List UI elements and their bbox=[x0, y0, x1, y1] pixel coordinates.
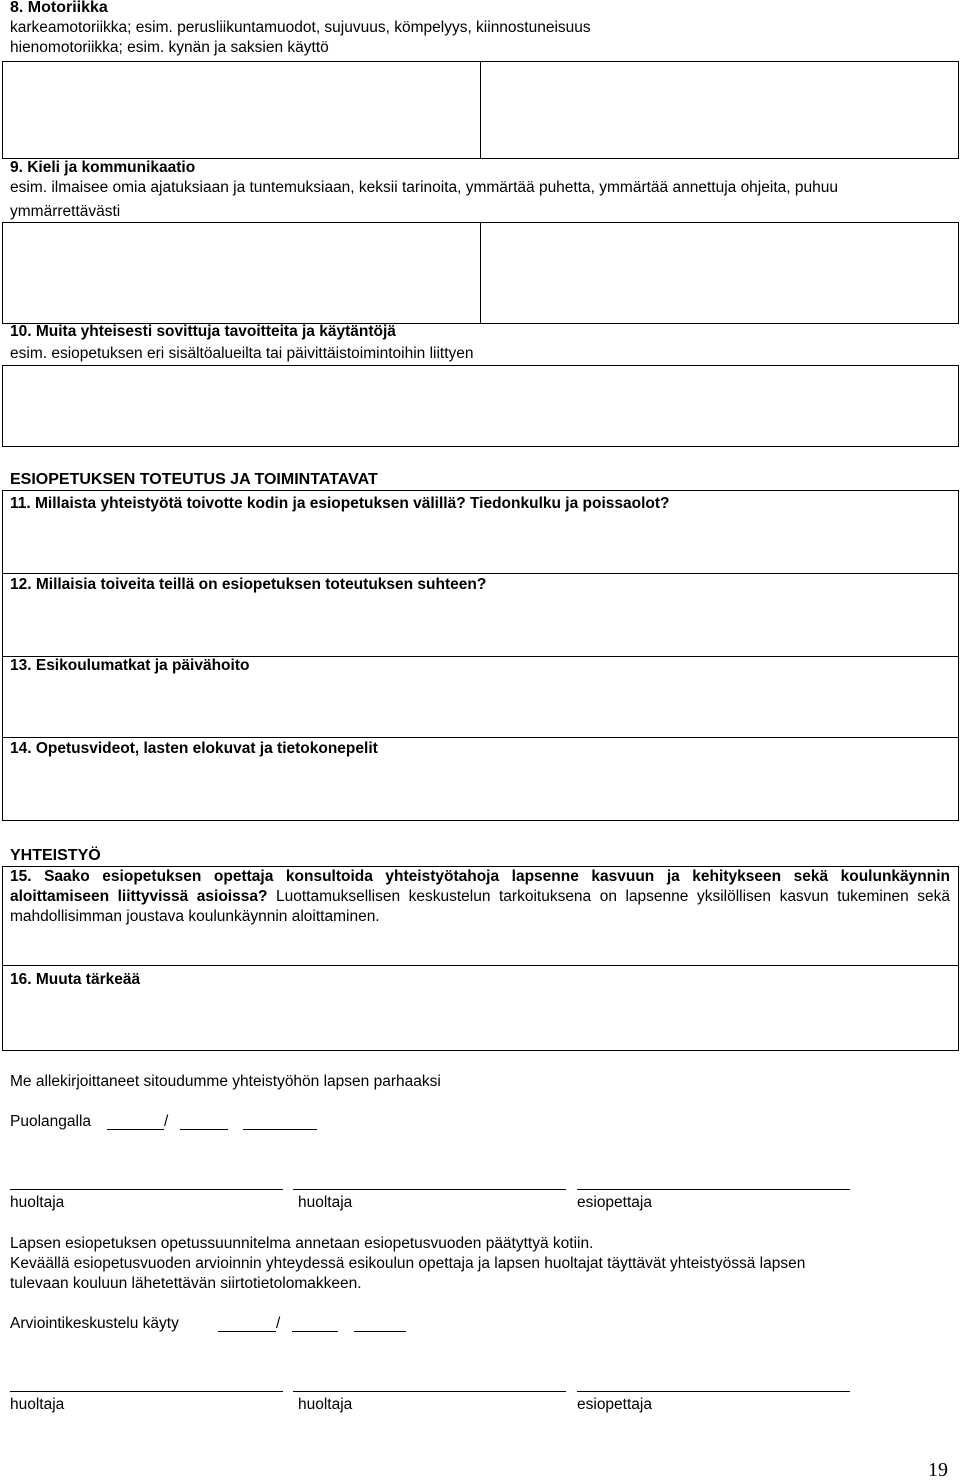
section-toteutus-heading: ESIOPETUKSEN TOTEUTUS JA TOIMINTATAVAT bbox=[10, 471, 378, 488]
review-date-separator: / bbox=[276, 1315, 281, 1332]
commitment-text: Me allekirjoittaneet sitoudumme yhteistyöhön lapsen parhaaksi bbox=[10, 1073, 441, 1090]
review-day-line[interactable] bbox=[218, 1331, 276, 1332]
signature-line-guardian-2[interactable] bbox=[293, 1189, 566, 1190]
s8-heading: 8. Motoriikka bbox=[10, 0, 108, 16]
s9-answer-box-right[interactable] bbox=[480, 222, 959, 324]
signature-label-teacher-b: esiopettaja bbox=[577, 1396, 652, 1413]
s8-answer-box-right[interactable] bbox=[480, 61, 959, 159]
date-year-line[interactable] bbox=[243, 1129, 317, 1130]
signature-line-guardian-1b[interactable] bbox=[10, 1391, 283, 1392]
signature-line-guardian-2b[interactable] bbox=[293, 1391, 566, 1392]
signature-line-teacher[interactable] bbox=[577, 1189, 850, 1190]
review-year-line[interactable] bbox=[354, 1331, 406, 1332]
q15-question: 15. Saako esiopetuksen opettaja konsultoida yhteistyötahoja lapsenne kasvuun ja kehitykseen sekä koulunkäynnin aloittamiseen liittyvissä asioissa? bbox=[10, 868, 950, 905]
q15-explanation: Luottamuksellisen keskustelun tarkoituksena on lapsenne yksilöllisen kasvun tukeminen sekä mahdollisimman joustava koulunkäynnin aloittaminen. bbox=[10, 888, 951, 925]
signature-line-teacher-b[interactable] bbox=[577, 1391, 850, 1392]
signature-label-guardian-1: huoltaja bbox=[10, 1194, 65, 1211]
q11-text: 11. Millaista yhteistyötä toivotte kodin ja esiopetuksen välillä? Tiedonkulku ja poissaolot? bbox=[10, 495, 670, 512]
s8-line2: hienomotoriikka; esim. kynän ja saksien käyttö bbox=[10, 39, 329, 56]
s8-line1: karkeamotoriikka; esim. perusliikuntamuodot, sujuvuus, kömpelyys, kiinnostuneisuus bbox=[10, 19, 591, 36]
date-day-line[interactable] bbox=[107, 1129, 164, 1130]
date-month-line[interactable] bbox=[180, 1129, 228, 1130]
signature-label-guardian-2b: huoltaja bbox=[298, 1396, 353, 1413]
note-line-1: Lapsen esiopetuksen opetussuunnitelma annetaan esiopetusvuoden päätyttyä kotiin. bbox=[10, 1235, 594, 1252]
note-line-2: Keväällä esiopetusvuoden arvioinnin yhteydessä esikoulun opettaja ja lapsen huoltajat täyttävät yhteistyössä lapsen bbox=[10, 1255, 806, 1272]
review-month-line[interactable] bbox=[292, 1331, 338, 1332]
s10-heading: 10. Muita yhteisesti sovittuja tavoitteita ja käytäntöjä bbox=[10, 323, 396, 340]
s9-heading: 9. Kieli ja kommunikaatio bbox=[10, 159, 196, 176]
note-line-3: tulevaan kouluun lähetettävän siirtotietolomakkeen. bbox=[10, 1275, 362, 1292]
signature-label-teacher: esiopettaja bbox=[577, 1194, 652, 1211]
s9-line2: ymmärrettävästi bbox=[10, 203, 121, 220]
q14-text: 14. Opetusvideot, lasten elokuvat ja tietokonepelit bbox=[10, 740, 378, 757]
q13-text: 13. Esikoulumatkat ja päivähoito bbox=[10, 657, 250, 674]
q16-box[interactable] bbox=[2, 965, 959, 1051]
s10-line1: esim. esiopetuksen eri sisältöalueilta tai päivittäistoimintoihin liittyen bbox=[10, 345, 474, 362]
page-number: 19 bbox=[928, 1459, 948, 1481]
q12-text: 12. Millaisia toiveita teillä on esiopetuksen toteutuksen suhteen? bbox=[10, 576, 487, 593]
s10-answer-box[interactable] bbox=[2, 365, 959, 447]
q15-text bbox=[10, 867, 950, 927]
s9-answer-box-left[interactable] bbox=[2, 222, 481, 324]
section-yhteistyo-heading: YHTEISTYÖ bbox=[10, 847, 101, 864]
signature-line-guardian-1[interactable] bbox=[10, 1189, 283, 1190]
date-separator: / bbox=[164, 1113, 169, 1130]
signature-label-guardian-2: huoltaja bbox=[298, 1194, 353, 1211]
s8-answer-box-left[interactable] bbox=[2, 61, 481, 159]
place-label: Puolangalla bbox=[10, 1113, 92, 1130]
signature-label-guardian-1b: huoltaja bbox=[10, 1396, 65, 1413]
q16-text: 16. Muuta tärkeää bbox=[10, 971, 141, 988]
review-label: Arviointikeskustelu käyty bbox=[10, 1315, 179, 1332]
s9-line1: esim. ilmaisee omia ajatuksiaan ja tuntemuksiaan, keksii tarinoita, ymmärtää puhetta, ymmärtää annettuja ohjeita, puhuu bbox=[10, 179, 838, 196]
